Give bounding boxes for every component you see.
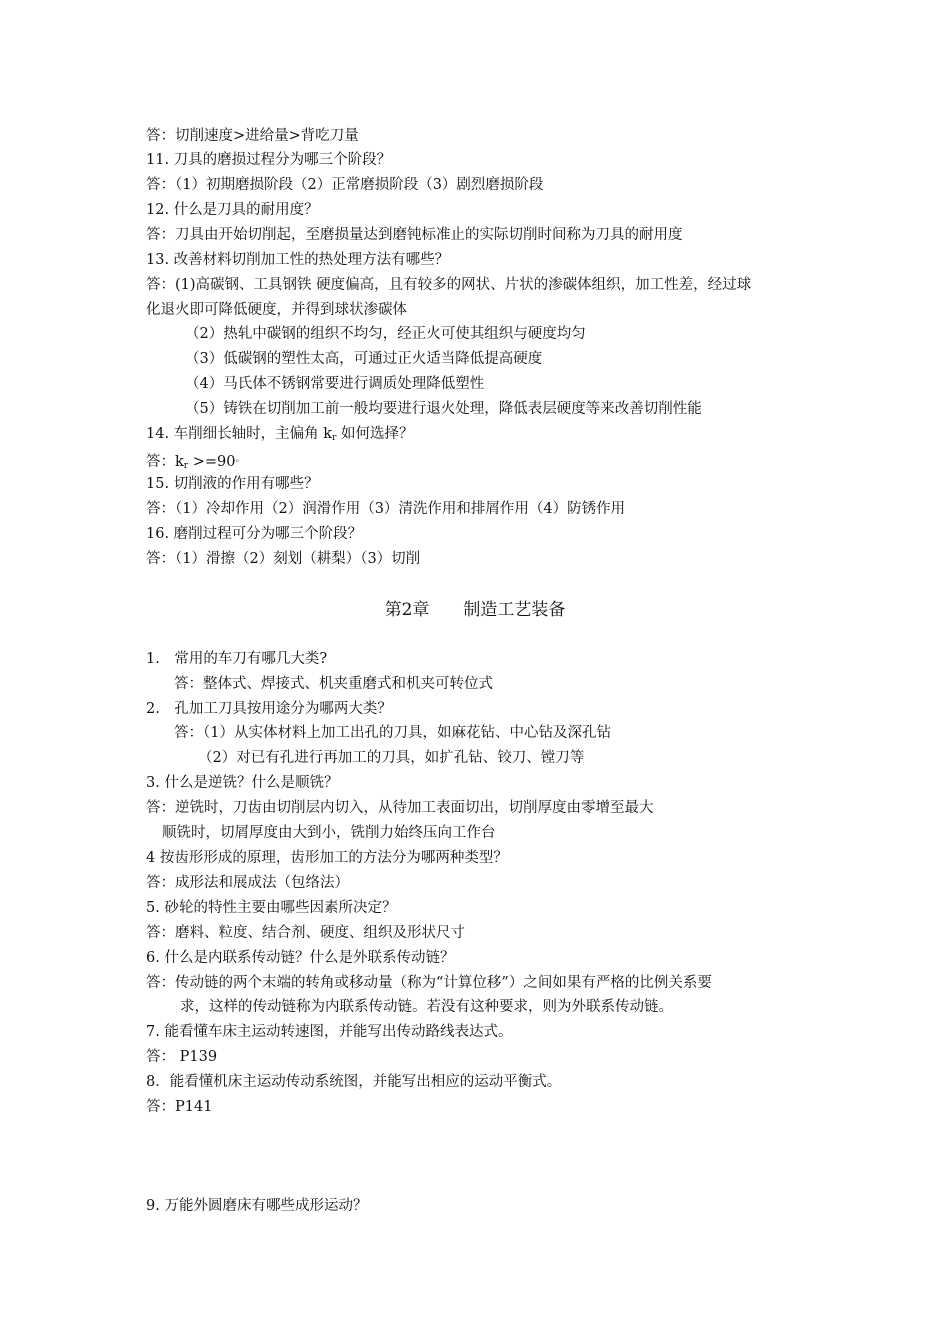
ch2-question-3: 3. 什么是逆铣？什么是顺铣？: [146, 775, 339, 791]
ch2-answer-5: 答：磨料、粒度、结合剂、硬度、组织及形状尺寸: [146, 925, 465, 941]
ch2-answer-2-line-1: 答：（1）从实体材料上加工出孔的刀具，如麻花钻、中心钻及深孔钻: [174, 725, 611, 741]
question-14: [146, 422, 414, 446]
ch2-answer-6-line-1: 答：传动链的两个末端的转角或移动量（称为“计算位移”）之间如果有严格的比例关系要: [146, 975, 712, 991]
ch2-answer-3-line-1: 答：逆铣时，刀齿由切削层内切入，从待加工表面切出，切削厚度由零增至最大: [146, 800, 654, 816]
ch2-answer-6-line-2: 求，这样的传动链称为内联系传动链。若没有这种要求，则为外联系传动链。: [180, 999, 673, 1015]
question-14-text: 14. 车削细长轴时，主偏角 k: [146, 426, 333, 442]
question-15: 15. 切削液的作用有哪些？: [146, 476, 319, 492]
chapter-title: 第2章 制造工艺装备: [384, 600, 566, 620]
ch2-answer-7: 答： P139: [146, 1049, 218, 1065]
answer-14-value: >=90: [188, 454, 236, 470]
ch2-answer-8: 答：P141: [146, 1099, 213, 1115]
ch2-question-2: 2. 孔加工刀具按用途分为哪两大类？: [146, 701, 392, 717]
degree-mark: 。: [235, 454, 245, 464]
answer-12: 答：刀具由开始切削起，至磨损量达到磨钝标准止的实际切削时间称为刀具的耐用度: [146, 227, 683, 243]
ch2-question-5: 5. 砂轮的特性主要由哪些因素所决定？: [146, 900, 397, 916]
ch2-question-7: 7. 能看懂车床主运动转速图，并能写出传动路线表达式。: [146, 1024, 513, 1040]
answer-16: 答：（1）滑擦（2）刻划（耕梨）（3）切削: [146, 551, 421, 567]
ch2-answer-1: 答：整体式、焊接式、机夹重磨式和机夹可转位式: [174, 676, 493, 692]
answer-line: 答：切削速度>进给量>背吃刀量: [146, 128, 359, 144]
question-16: 16. 磨削过程可分为哪三个阶段？: [146, 526, 363, 542]
question-12: 12. 什么是刀具的耐用度？: [146, 202, 319, 218]
answer-15: 答：（1）冷却作用（2）润滑作用（3）清洗作用和排屑作用（4）防锈作用: [146, 501, 626, 517]
answer-13-line-2: 化退火即可降低硬度，并得到球状渗碳体: [146, 302, 407, 318]
answer-11: 答：（1）初期磨损阶段（2）正常磨损阶段（3）剧烈磨损阶段: [146, 177, 544, 193]
answer-13-item-5: （5）铸铁在切削加工前一般均要进行退火处理，降低表层硬度等来改善切削性能: [185, 401, 702, 417]
ch2-question-6: 6. 什么是内联系传动链？什么是外联系传动链？: [146, 950, 455, 966]
question-14-tail: 如何选择？: [336, 426, 414, 442]
question-11: 11. 刀具的磨损过程分为哪三个阶段？: [146, 152, 392, 168]
subscript-r: r: [332, 433, 337, 443]
answer-13-item-3: （3）低碳钢的塑性太高，可通过正火适当降低提高硬度: [185, 351, 543, 367]
answer-13-line-1: 答：(1)高碳钢、工具钢铁 硬度偏高，且有较多的网状、片状的渗碳体组织，加工性差，经过球: [146, 277, 752, 293]
answer-14: [146, 447, 244, 471]
ch2-answer-3-line-2: 顺铣时，切屑厚度由大到小，铣削力始终压向工作台: [162, 825, 496, 841]
ch2-question-8: 8．能看懂机床主运动传动系统图，并能写出相应的运动平衡式。: [146, 1074, 562, 1090]
ch2-question-9: 9. 万能外圆磨床有哪些成形运动？: [146, 1198, 368, 1214]
ch2-answer-4: 答：成形法和展成法（包络法）: [146, 875, 349, 891]
ch2-question-1: 1. 常用的车刀有哪几大类?: [146, 651, 328, 667]
answer-14-text: 答：k: [146, 454, 184, 470]
ch2-question-4: 4 按齿形形成的原理，齿形加工的方法分为哪两种类型？: [146, 850, 508, 866]
ch2-answer-2-line-2: （2）对已有孔进行再加工的刀具，如扩孔钻、铰刀、镗刀等: [198, 750, 585, 766]
answer-13-item-4: （4）马氏体不锈钢常要进行调质处理降低塑性: [185, 376, 485, 392]
question-13: 13. 改善材料切削加工性的热处理方法有哪些？: [146, 252, 450, 268]
answer-13-item-2: （2）热轧中碳钢的组织不均匀，经正火可使其组织与硬度均匀: [185, 326, 586, 342]
subscript-r: r: [183, 461, 189, 471]
